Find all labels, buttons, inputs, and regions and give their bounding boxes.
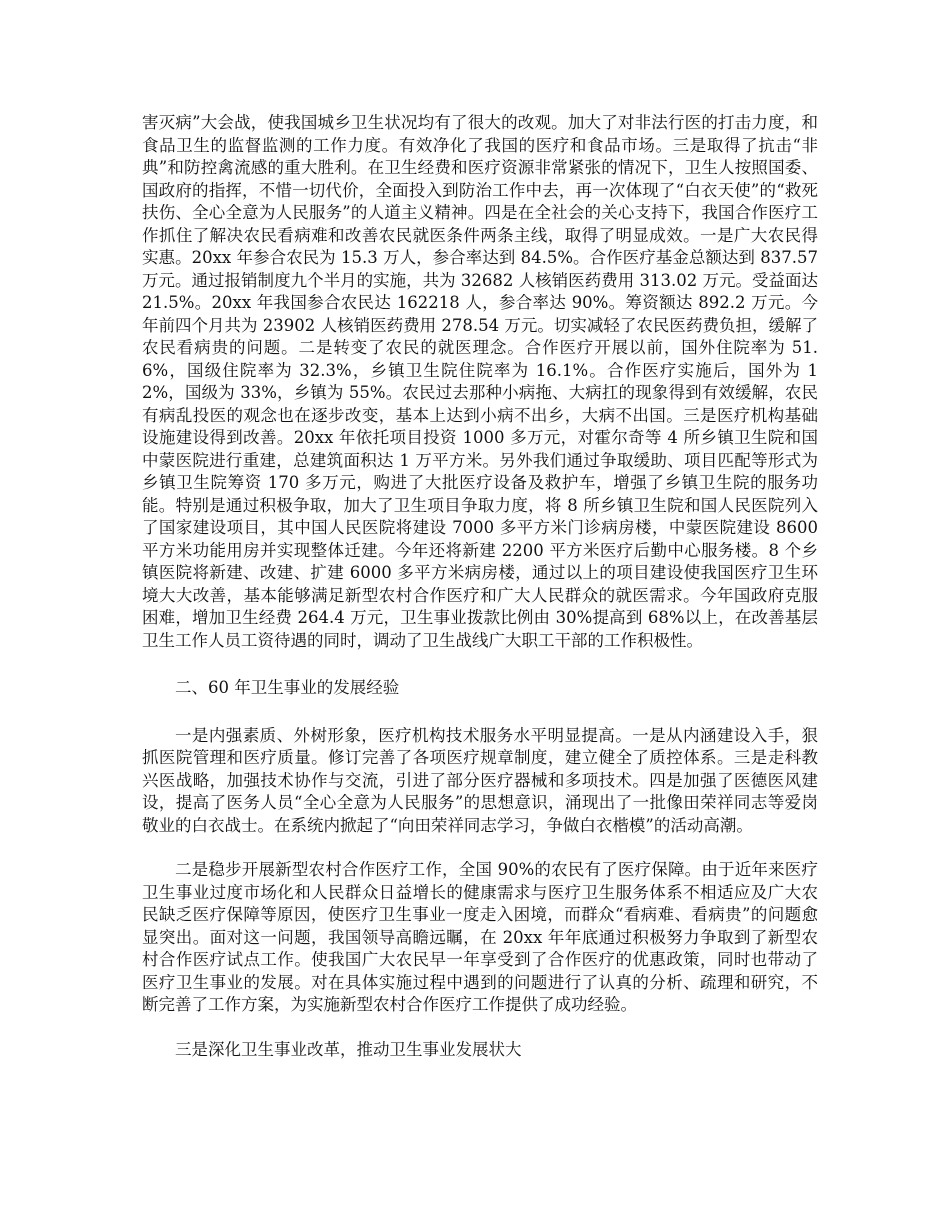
body-paragraph-2: 一是内强素质、外树形象，医疗机构技术服务水平明显提高。一是从内涵建设入手，狠抓医院管理和医疗质量。修订完善了各项医疗规章制度，建立健全了质控体系。三是走科教兴医战略，加强技术协作与交流，引进了部分医疗器械和多项技术。四是加强了医德医风建设，提高了医务人员“全心全意为人民服务”的思想意识，涌现出了一批像田荣祥同志等爱岗敬业的白衣战士。在系统内掀起了“向田荣祥同志学习，争做白衣楷模”的活动高潮。 bbox=[142, 725, 818, 835]
document-page bbox=[142, 112, 818, 1061]
section-heading-3: 三是深化卫生事业改革，推动卫生事业发展状大 bbox=[175, 1039, 522, 1059]
paragraph-spacer bbox=[142, 1017, 818, 1039]
paragraph-spacer bbox=[142, 837, 818, 859]
body-paragraph-1: 害灭病”大会战，使我国城乡卫生状况均有了很大的改观。加大了对非法行医的打击力度，和食品卫生的监督监测的工作力度。有效净化了我国的医疗和食品市场。三是取得了抗击“非典”和防控禽流感的重大胜利。在卫生经费和医疗资源非常紧张的情况下，卫生人按照国委、国政府的指挥，不惜一切代价，全面投入到防治工作中去，再一次体现了“白衣天使”的“救死扶伤、全心全意为人民服务”的人道主义精神。四是在全社会的关心支持下，我国合作医疗工作抓住了解决农民看病难和改善农民就医条件两条主线，取得了明显成效。一是广大农民得实惠。20xx 年参合农民为 15.3 万人，参合率达到 84.5%。合作医疗基金总额达到 837.57 万元。通过报销制度九个半月的实施，共为 32682 人核销医药费用 313.02 万元。受益面达 21.5%。20xx 年我国参合农民达 162218 人，参合率达 90%。筹资额达 892.2 万元。今年前四个月共为 23902 人核销医药费用 278.54 万元。切实减轻了农民医药费负担，缓解了农民看病贵的问题。二是转变了农民的就医理念。合作医疗开展以前，国外住院率为 51.6%，国级住院率为 32.3%，乡镇卫生院住院率为 16.1%。合作医疗实施后，国外为 12%，国级为 33%，乡镇为 55%。农民过去那种小病拖、大病扛的现象得到有效缓解，农民有病乱投医的观念也在逐步改变，基本上达到小病不出乡，大病不出国。三是医疗机构基础设施建设得到改善。20xx 年依托项目投资 1000 多万元，对霍尔奇等 4 所乡镇卫生院和国中蒙医院进行重建，总建筑面积达 1 万平方米。另外我们通过争取缓助、项目匹配等形式为乡镇卫生院筹资 170 多万元，购进了大批医疗设备及救护车，增强了乡镇卫生院的服务功能。特别是通过积极争取，加大了卫生项目争取力度，将 8 所乡镇卫生院和国人民医院列入了国家建设项目，其中国人民医院将建设 7000 多平方米门诊病房楼，中蒙医院建设 8600 平方米功能用房并实现整体迁建。今年还将新建 2200 平方米医疗后勤中心服务楼。8 个乡镇医院将新建、改建、扩建 6000 多平方米病房楼，通过以上的项目建设使我国医疗卫生环境大大改善，基本能够满足新型农村合作医疗和广大人民群众的就医需求。今年国政府克服困难，增加卫生经费 264.4 万元，卫生事业拨款比例由 30%提高到 68%以上，在改善基层卫生工作人员工资待遇的同时，调动了卫生战线广大职工干部的工作积极性。 bbox=[142, 113, 818, 650]
section-heading-2: 二、60 年卫生事业的发展经验 bbox=[175, 678, 400, 697]
paragraph-spacer bbox=[142, 652, 818, 677]
body-paragraph-3: 二是稳步开展新型农村合作医疗工作，全国 90%的农民有了医疗保障。由于近年来医疗卫生事业过度市场化和人民群众日益增长的健康需求与医疗卫生服务体系不相适应及广大农民缺乏医疗保障等原因，使医疗卫生事业一度走入困境，而群众“看病难、看病贵”的问题愈显突出。面对这一问题，我国领导高瞻远瞩，在 20xx 年年底通过积极努力争取到了新型农村合作医疗试点工作。使我国广大农民早一年享受到了合作医疗的优惠政策，同时也带动了医疗卫生事业的发展。对在具体实施过程中遇到的问题进行了认真的分析、疏理和研究，不断完善了工作方案，为实施新型农村合作医疗工作提供了成功经验。 bbox=[142, 860, 818, 1014]
paragraph-spacer bbox=[142, 700, 818, 725]
